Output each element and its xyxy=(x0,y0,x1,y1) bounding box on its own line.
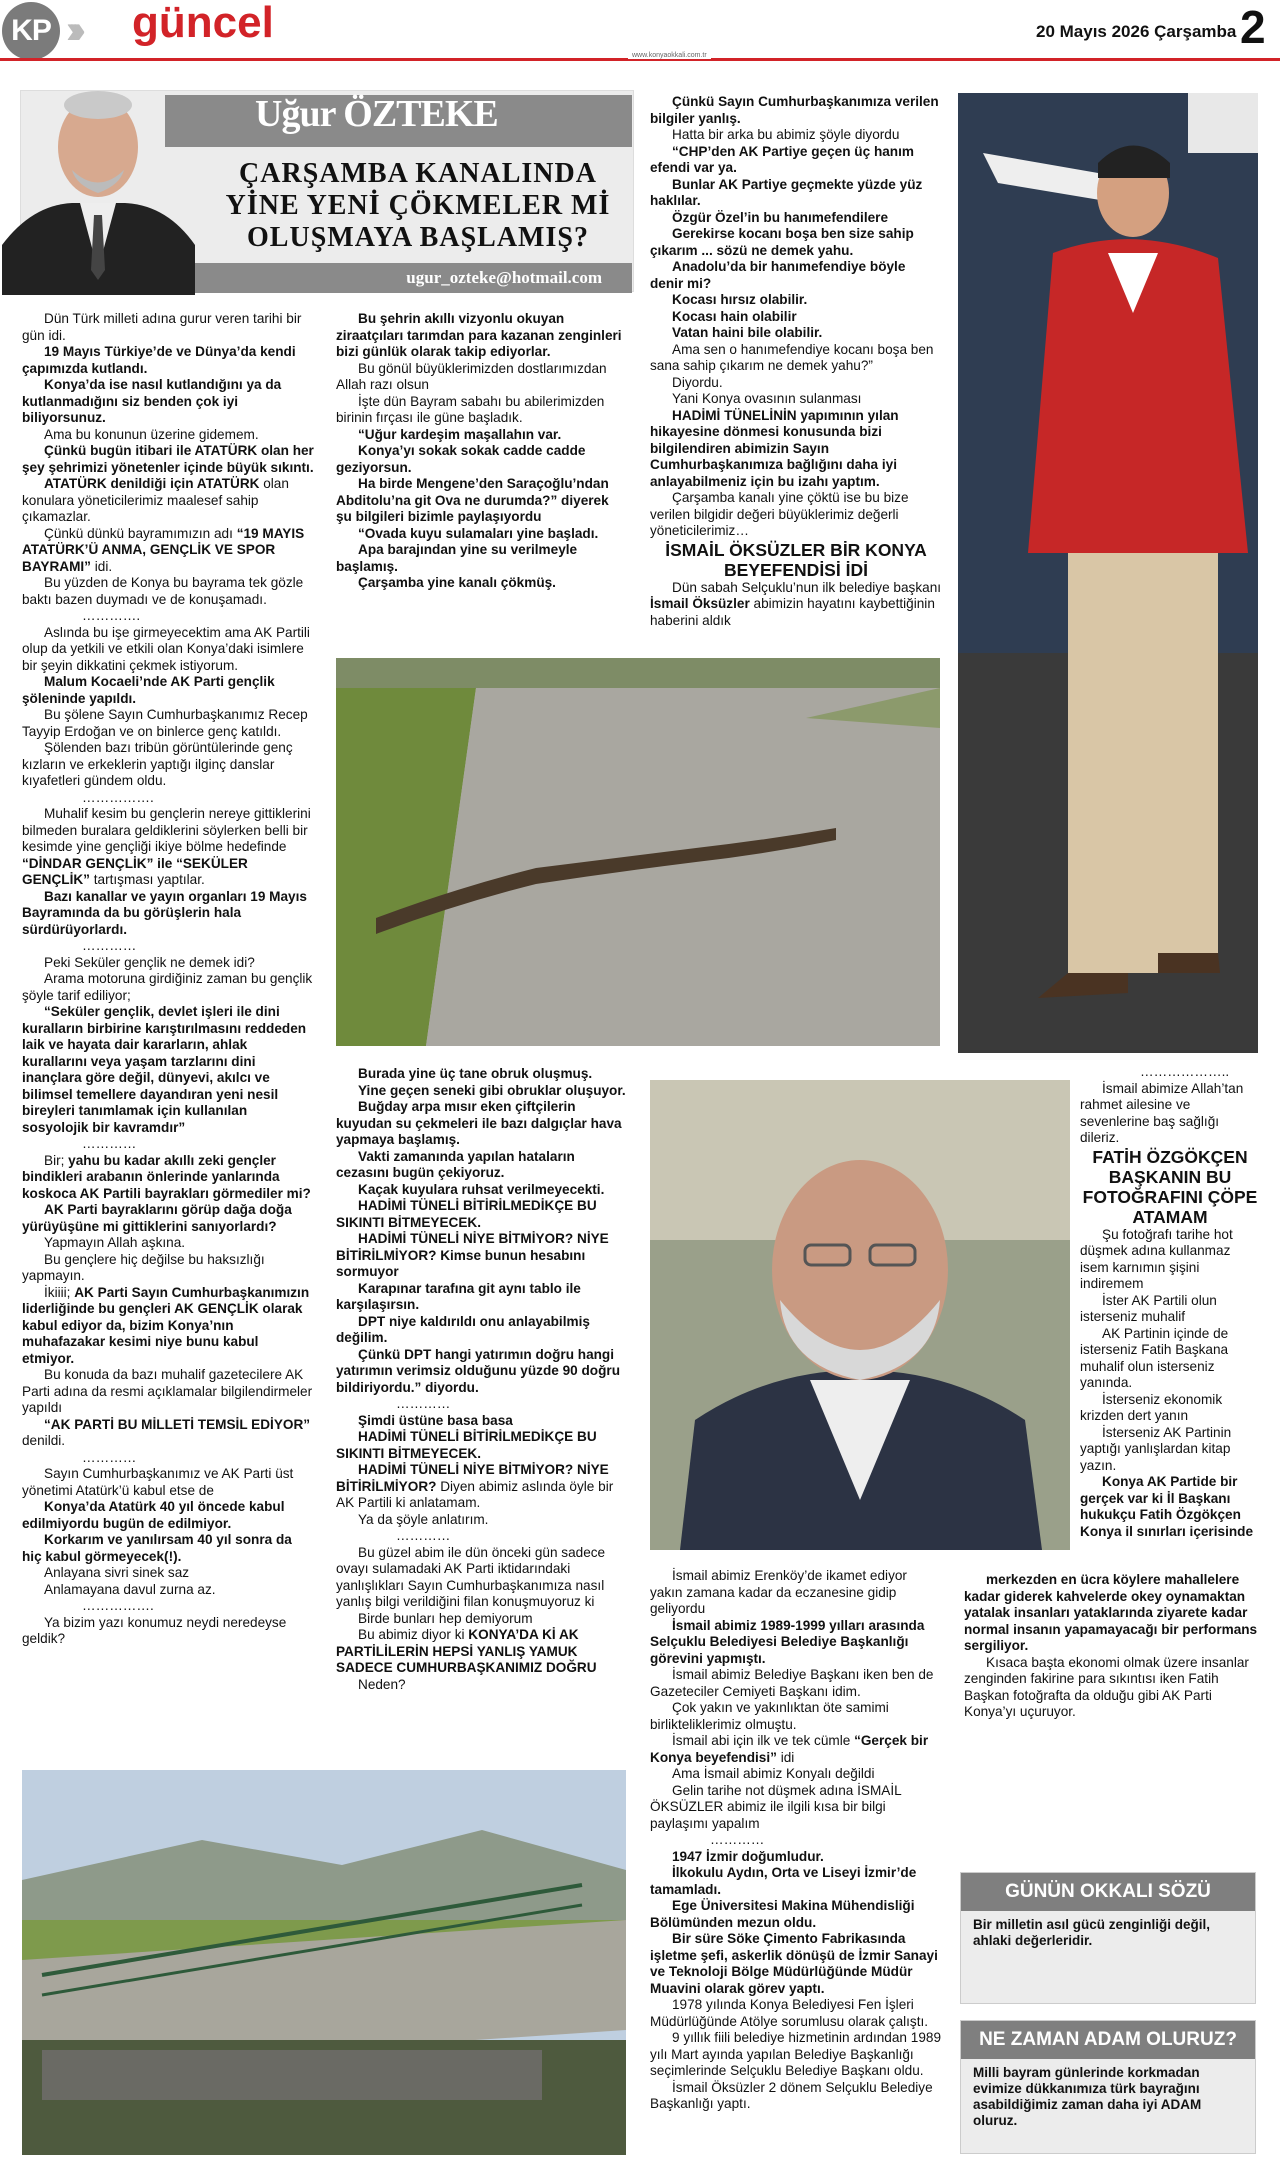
column-4-top xyxy=(1080,1064,1260,1540)
column-2-top xyxy=(336,311,628,592)
paragraph: Muhalif kesim bu gençlerin nereye gittiklerini bilmeden buralara geldiklerini söylerken belli bir kesimde yine gençliği ikiye bölme hedefinde “DİNDAR GENÇLİK” ile “SEKÜLER GENÇLİK” tartışması yaptılar. xyxy=(22,806,311,887)
when-become-men-box xyxy=(960,2020,1256,2154)
paragraph: Çünkü bugün itibari ile ATATÜRK olan her şey şehrimizi yönetenler içinde büyük sıkıntı. xyxy=(22,443,314,475)
column-3-bottom xyxy=(650,1568,942,2113)
paragraph: Neden? xyxy=(358,1676,406,1692)
paragraph: 1978 yılında Konya Belediyesi Fen İşleri Müdürlüğünde Atölye sorumlusu olarak çalıştı. xyxy=(650,1997,929,2029)
paragraph: Kocası hırsız olabilir. xyxy=(672,292,808,307)
paragraph: Yapmayın Allah aşkına. xyxy=(44,1235,186,1250)
paragraph: Buğday arpa mısır eken çiftçilerin kuyudan su çekmeleri ile bazı dalgıçlar hava yapmaya başlamış. xyxy=(336,1099,622,1147)
paragraph: İlkokulu Aydın, Orta ve Liseyi İzmir’de tamamladı. xyxy=(650,1865,917,1897)
paragraph: 9 yıllık fiili belediye hizmetinin ardından 1989 yılı Mart ayında yapılan Belediye Başkanlığı seçimlerinde Selçuklu Belediye Başkanı oldu. xyxy=(650,2030,942,2078)
paragraph: Aslında bu işe girmeyecektim ama AK Partili olup da yetkili ve etkili olan Konya’daki isimlere bir şeyin dikkatini çekmek istiyorum. xyxy=(22,624,310,673)
column-4-bottom xyxy=(964,1572,1260,1721)
paragraph: HADİMİ TÜNELİ NİYE BİTMİYOR? NİYE BİTİRİLMİYOR? Diyen abimiz aslında öyle bir AK Partili ki anlatamam. xyxy=(336,1462,614,1510)
paragraph: Dün Türk milleti adına gurur veren tarihi bir gün idi. xyxy=(22,311,302,343)
paragraph: Vatan haini bile olabilir. xyxy=(672,325,823,340)
canal-bridge-photo xyxy=(22,1770,626,2155)
paragraph: Ama sen o hanımefendiye kocanı boşa ben sana sahip çıkarım ne demek yahu?” xyxy=(650,341,934,373)
paragraph: Peki Seküler gençlik ne demek idi? xyxy=(44,954,255,970)
paragraph: Çünkü dünkü bayramımızın adı “19 MAYIS ATATÜRK’Ü ANMA, GENÇLİK VE SPOR BAYRAMI” idi. xyxy=(22,525,305,574)
paragraph: Konya AK Partide bir gerçek var ki İl Başkanı hukukçu Fatih Özgökçen Konya il sınırları içerisinde xyxy=(1080,1474,1254,1539)
newspaper-logo: KP xyxy=(2,2,60,60)
page-number: 2 xyxy=(1240,1,1266,53)
paragraph: FATİH ÖZGÖKÇEN BAŞKANIN BU FOTOĞRAFINI ÇÖPE ATAMAM xyxy=(1082,1146,1258,1227)
paragraph: İsmail abimiz 1989-1999 yılları arasında Selçuklu Belediyesi Belediye Başkanlığı görevini yapmıştı. xyxy=(650,1617,925,1666)
paragraph: Sayın Cumhurbaşkanımız ve AK Parti üst yönetimi Atatürk’ü kabul etse de xyxy=(22,1466,294,1498)
paragraph: Çok yakın ve yakınlıktan öte samimi birlikteliklerimiz olmuştu. xyxy=(650,1700,889,1732)
issue-date: 20 Mayıs 2026 Çarşamba xyxy=(1036,22,1237,41)
paragraph: Özgür Özel’in bu hanımefendilere xyxy=(672,209,889,225)
paragraph: İsmail abimiz Erenköy’de ikamet ediyor yakın zamana kadar da eczanesine gidip geliyordu xyxy=(650,1568,907,1616)
paragraph: Gerekirse kocanı boşa ben size sahip çıkarım ... sözü ne demek yahu. xyxy=(650,226,914,258)
paragraph: ………… xyxy=(82,1449,137,1465)
paragraph: ………… xyxy=(710,1832,765,1847)
author-name: Uğur ÖZTEKE xyxy=(255,93,498,135)
section-title: güncel xyxy=(132,0,274,47)
paragraph: Gelin tarihe not düşmek adına İSMAİL ÖKSÜZLER abimiz ile ilgili kısa bir bilgi paylaşımı yapalım xyxy=(650,1782,902,1831)
paragraph: Bu şehrin akıllı vizyonlu okuyan ziraatçıları tarımdan para kazanan zenginleri bizi günlük olarak takip ediyorlar. xyxy=(336,311,622,359)
paragraph: “Seküler gençlik, devlet işleri ile dini kuralların birbirine karıştırılmasını reddeden laik ve hayata dair kararların, ahlak kurallarını veya yaşam tarzlarını dini inançlara göre değil, dünyevi, akılcı ve bilimsel temellere dayandıran yeni nesil bireyleri tanımlamak için kullanılan sosyolojik bir kavramdır” xyxy=(22,1004,307,1135)
paragraph: Bu abimiz diyor ki KONYA’DA Kİ AK PARTİLİLERİN HEPSİ YANLIŞ YAMUK SADECE CUMHURBAŞKANIMIZ DOĞRU xyxy=(336,1627,597,1675)
paragraph: HADİMİ TÜNELİ BİTİRİLMEDİKÇE BU SIKINTI BİTMEYECEK. xyxy=(336,1429,597,1461)
paragraph: Arama motoruna girdiğiniz zaman bu gençlik şöyle tarif ediliyor; xyxy=(22,971,313,1003)
paragraph: Çarşamba kanalı yine çöktü ise bu bize verilen bilgidir değeri büyüklerimiz değerli yöneticilerimiz… xyxy=(650,490,909,538)
site-url: www.konyaokkali.com.tr xyxy=(628,52,711,59)
paragraph: Bu şölene Sayın Cumhurbaşkanımız Recep Tayyip Erdoğan ve on binlerce genç katıldı. xyxy=(22,707,308,739)
paragraph: Bir; yahu bu kadar akıllı zeki gençler bindikleri arabanın önlerinde yanlarında koskoca AK Partili bayrakları görmediler mi? xyxy=(22,1152,311,1201)
paragraph: Ege Üniversitesi Makina Mühendisliği Bölümünden mezun oldu. xyxy=(650,1898,915,1930)
paragraph: HADİMİ TÜNELİNİN yapımının yılan hikayesine dönmesi konusunda bizi bilgilendiren abimizin Sayın Cumhurbaşkanımıza bağlığını daha iyi anlayabilmeniz için bu izahı yaptım. xyxy=(650,407,899,489)
paragraph: İster AK Partili olun isterseniz muhalif xyxy=(1080,1292,1217,1324)
paragraph: Şölenden bazı tribün görüntülerinde genç kızların ve erkeklerin yaptığı ilginç danslar kıyafetleri gündem oldu. xyxy=(22,740,293,788)
paragraph: 1947 İzmir doğumludur. xyxy=(672,1848,824,1864)
paragraph: “Ovada kuyu sulamaları yine başladı. xyxy=(358,525,599,541)
author-email: ugur_ozteke@hotmail.com xyxy=(165,263,632,293)
column-1 xyxy=(22,311,314,1648)
paragraph: Ha birde Mengene’den Saraçoğlu’ndan Abditolu’na git Ova ne durumda?” diyerek şu bilgileri bizimle paylaşıyordu xyxy=(336,476,609,524)
paragraph: ……………. xyxy=(82,1598,154,1613)
paragraph: ………… xyxy=(82,1136,137,1151)
paragraph: 19 Mayıs Türkiye’de ve Dünya’da kendi çapımızda kutlandı. xyxy=(22,344,296,376)
paragraph: Vakti zamanında yapılan hataların cezasını bugün çekiyoruz. xyxy=(336,1148,575,1180)
paragraph: İsmail abimiz Belediye Başkanı iken ben de Gazeteciler Cemiyeti Başkanı idim. xyxy=(650,1667,934,1699)
paragraph: ……………….. xyxy=(1140,1064,1230,1079)
paragraph: Konya’da ise nasıl kutlandığını ya da kutlanmadığını siz benden çok iyi biliyorsunuz. xyxy=(22,377,282,425)
paragraph: ……………. xyxy=(82,789,154,805)
paragraph: Hatta bir arka bu abimiz şöyle diyordu xyxy=(672,127,900,142)
paragraph: Burada yine üç tane obruk oluşmuş. xyxy=(358,1066,593,1081)
paragraph: Ama bu konunun üzerine gidemem. xyxy=(44,426,259,442)
article-headline: ÇARŞAMBA KANALINDA YİNE YENİ ÇÖKMELER Mİ OLUŞMAYA BAŞLAMIŞ? xyxy=(225,158,611,253)
paragraph: …………. xyxy=(82,608,141,623)
paragraph: Diyordu. xyxy=(672,374,723,390)
paragraph: İsmail Öksüzler 2 dönem Selçuklu Belediye Başkanlığı yaptı. xyxy=(650,2079,933,2111)
paragraph: Bu yüzden de Konya bu bayrama tek gözle baktı bazen duymadı ve de konuşamadı. xyxy=(22,575,304,607)
paragraph: ………… xyxy=(82,938,137,953)
quote-of-day-box xyxy=(960,1872,1256,2004)
paragraph: ………… xyxy=(396,1528,451,1543)
paragraph: Malum Kocaeli’nde AK Parti gençlik şöleninde yapıldı. xyxy=(22,674,275,706)
paragraph: İşte dün Bayram sabahı bu abilerimizden birinin fırçası ile güne başladık. xyxy=(336,393,605,425)
paragraph: DPT niye kaldırıldı onu anlayabilmiş değilim. xyxy=(336,1313,590,1345)
paragraph: İsterseniz AK Partinin yaptığı yanlışlardan kitap yazın. xyxy=(1080,1424,1232,1473)
paragraph: Anadolu’da bir hanımefendiye böyle denir mi? xyxy=(650,259,906,291)
paragraph: “CHP’den AK Partiye geçen üç hanım efendi var ya. xyxy=(650,143,914,175)
paragraph: HADİMİ TÜNELİ BİTİRİLMEDİKÇE BU SIKINTI BİTMEYECEK. xyxy=(336,1198,597,1230)
paragraph: İsmail abi için ilk ve tek cümle “Gerçek bir Konya beyefendisi” idi xyxy=(650,1733,929,1765)
paragraph: Bu konuda da bazı muhalif gazetecilere AK Parti adına da resmi açıklamalar bilgilendirmeler yapıldı xyxy=(22,1367,313,1415)
paragraph: merkezden en ücra köylere mahallelere kadar giderek kahvelerde okey oynamaktan yatalak insanları yataklarında ziyarete kadar normal insanın yapamayacağı bir performans sergiliyor. xyxy=(964,1572,1258,1653)
paragraph: AK Partinin içinde de isterseniz Fatih Başkana muhalif olun isterseniz yanında. xyxy=(1080,1325,1229,1390)
paragraph: Kısaca başta ekonomi olmak üzere insanlar zenginden fakirine para sıkıntısı iken Fatih Başkan fotoğrafta da olduğu gibi AK Parti Konya’yı uçuruyor. xyxy=(964,1654,1249,1719)
paragraph: Kocası hain olabilir xyxy=(672,308,797,324)
paragraph: Bir süre Söke Çimento Fabrikasında işletme şefi, askerlik dönüşü de İzmir Sanayi ve Teknoloji Bölge Müdürlüğünde Müdür Muavini olarak görev yaptı. xyxy=(650,1931,938,1996)
paragraph: İkiiii; AK Parti Sayın Cumhurbaşkanımızın liderliğinde bu gençleri AK GENÇLİK olarak kabul ediyor da, bizim Konya’nın muhafazakar kesimi niye bunu kabul etmiyor. xyxy=(22,1284,310,1366)
paragraph: Yani Konya ovasının sulanması xyxy=(672,391,862,406)
paragraph: İsmail abimize Allah’tan rahmet ailesine ve sevenlerine baş sağlığı dileriz. xyxy=(1080,1080,1244,1145)
mayor-photo xyxy=(958,93,1258,1053)
paragraph: ATATÜRK denildiği için ATATÜRK olan konulara yöneticilerimiz maalesef sahip çıkamazlar. xyxy=(22,476,289,524)
paragraph: Ama İsmail abimiz Konyalı değildi xyxy=(672,1766,875,1781)
paragraph: Şu fotoğrafı tarihe hot düşmek adına kullanmaz isem karnımın şişini indiremem xyxy=(1080,1226,1233,1291)
paragraph: Bu gönül büyüklerimizden dostlarımızdan Allah razı olsun xyxy=(336,360,607,392)
column-3-top xyxy=(650,94,942,629)
paragraph: Apa barajından yine su verilmeyle başlamış. xyxy=(336,542,578,574)
paragraph: Konya’yı sokak sokak cadde cadde geziyorsun. xyxy=(336,443,586,475)
quote-of-day-title: GÜNÜN OKKALI SÖZÜ xyxy=(961,1873,1255,1911)
oksuzler-portrait-photo xyxy=(650,1080,1070,1550)
paragraph: Çünkü Sayın Cumhurbaşkanımıza verilen bilgiler yanlış. xyxy=(650,94,939,126)
paragraph: Dün sabah Selçuklu’nun ilk belediye başkanı İsmail Öksüzler abimizin hayatını kaybettiğinin haberini aldık xyxy=(650,579,942,628)
paragraph: Anlayana sivri sinek saz xyxy=(44,1565,190,1580)
author-photo xyxy=(2,55,195,295)
paragraph: Konya’da Atatürk 40 yıl öncede kabul edilmiyordu bugün de edilmiyor. xyxy=(22,1499,285,1531)
column-2-bottom xyxy=(336,1066,628,1693)
paragraph: Bu gençlere hiç değilse bu haksızlığı yapmayın. xyxy=(22,1251,265,1283)
paragraph: Bazı kanallar ve yayın organları 19 Mayıs Bayramında da bu görüşlerin hala sürdürüyorlardı. xyxy=(22,888,307,937)
paragraph: “AK PARTİ BU MİLLETİ TEMSİL EDİYOR” denildi. xyxy=(22,1416,311,1448)
when-become-men-title: NE ZAMAN ADAM OLURUZ? xyxy=(961,2021,1255,2059)
quote-of-day-text: Bir milletin asıl gücü zenginliği değil, ahlaki değerleridir. xyxy=(973,1917,1211,1948)
paragraph: Bu güzel abim ile dün önceki gün sadece ovayı sulamadaki AK Parti iktidarındaki yanlışlıkları Sayın Cumhurbaşkanımıza nasıl yanlış bilgi verildiğini filan konuşmuyoruz ki xyxy=(336,1544,606,1609)
paragraph: Yine geçen seneki gibi obruklar oluşuyor. xyxy=(358,1082,626,1098)
paragraph: Bunlar AK Partiye geçmekte yüzde yüz haklılar. xyxy=(650,176,923,208)
chevron-icon: ››› xyxy=(66,8,76,52)
paragraph: Karapınar tarafına git aynı tablo ile karşılaşırsın. xyxy=(336,1280,581,1312)
paragraph: Çünkü DPT hangi yatırımın doğru hangi yatırımın verimsiz olduğunu yüzde 90 doğru bildiriyordu.” diyordu. xyxy=(336,1346,621,1395)
paragraph: Ya da şöyle anlatırım. xyxy=(358,1511,489,1527)
paragraph: Anlamayana davul zurna az. xyxy=(44,1581,216,1597)
paragraph: Ya bizim yazı konumuz neydi neredeyse geldik? xyxy=(22,1614,287,1646)
paragraph: İSMAİL ÖKSÜZLER BİR KONYA BEYEFENDİSİ İDİ xyxy=(665,539,927,580)
paragraph: Çarşamba yine kanalı çökmüş. xyxy=(358,575,556,590)
paragraph: Birde bunları hep demiyorum xyxy=(358,1610,533,1626)
paragraph: HADİMİ TÜNELİ NİYE BİTMİYOR? NİYE BİTİRİLMİYOR? Kimse bunun hesabını sormuyor xyxy=(336,1231,609,1279)
paragraph: Şimdi üstüne basa basa xyxy=(358,1412,513,1428)
canal-crack-photo xyxy=(336,658,940,1046)
paragraph: İsterseniz ekonomik krizden dert yanın xyxy=(1080,1391,1223,1423)
paragraph: ………… xyxy=(396,1396,451,1411)
when-become-men-text: Milli bayram günlerinde korkmadan evimize dükkanımıza türk bayrağını asabildiğimiz zaman daha iyi ADAM oluruz. xyxy=(973,2065,1202,2128)
paragraph: AK Parti bayraklarını görüp dağa doğa yürüyüşüne mi gittiklerini sanıyorlardı? xyxy=(22,1202,292,1234)
paragraph: “Uğur kardeşim maşallahın var. xyxy=(358,426,562,442)
paragraph: Korkarım ve yanılırsam 40 yıl sonra da hiç kabul görmeyecek(!). xyxy=(22,1532,292,1564)
paragraph: Kaçak kuyulara ruhsat verilmeyecekti. xyxy=(358,1181,605,1197)
